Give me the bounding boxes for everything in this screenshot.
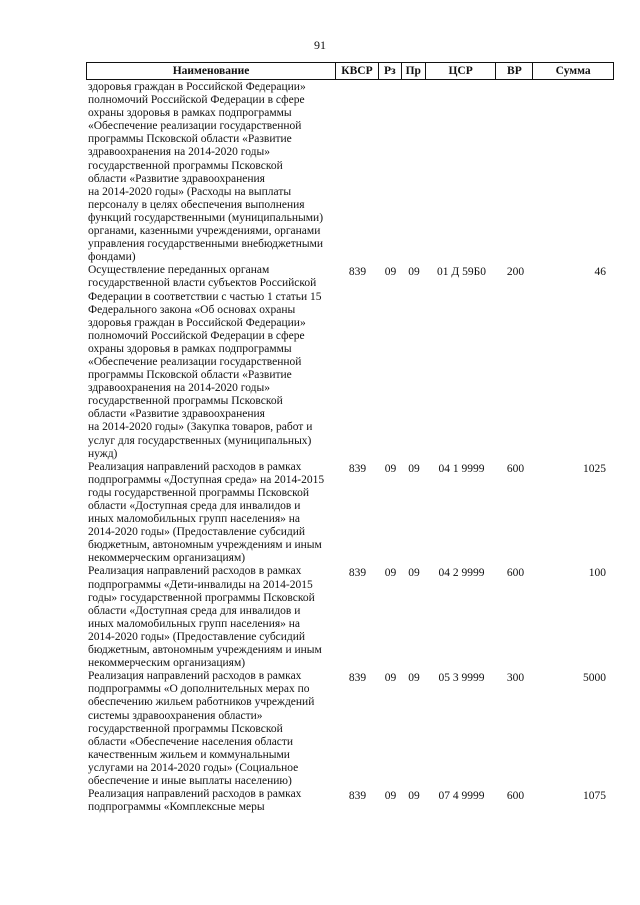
row-pr: 09 bbox=[408, 266, 420, 279]
header-vr: ВР bbox=[496, 63, 533, 79]
row-csr: 01 Д 59Б0 bbox=[437, 266, 486, 279]
row-pr: 09 bbox=[408, 462, 420, 475]
row-name: Реализация направлений расходов в рамках подпрограммы «Дети-инвалиды на 2014-2015 годы» государственной программы Псковской области «Доступная среда для инвалидов и иных маломобильных групп населения» на 2014-2020 годы» (Предоставление субсидий бюджетным, автономным учреждениям и иным некоммерческим организациям) bbox=[88, 565, 322, 670]
page-number: 91 bbox=[314, 38, 326, 52]
table-header bbox=[86, 62, 614, 80]
row-vr: 600 bbox=[506, 790, 525, 803]
header-pr: Пр bbox=[402, 63, 426, 79]
header-kvsr: КВСР bbox=[336, 63, 379, 79]
row-rz: 09 bbox=[384, 672, 397, 685]
row-pr: 09 bbox=[408, 672, 420, 685]
header-csr: ЦСР bbox=[426, 63, 497, 79]
row-name: Реализация направлений расходов в рамках подпрограммы «О дополнительных мерах по обеспечению жильем работников учреждений системы здравоохранения области» государственной программы Псковской области «Обеспечение населения области качественным жильем и коммунальными услугами на 2014-2020 годы» (Социальное обеспечение и иные выплаты населению) bbox=[88, 670, 315, 787]
row-vr bbox=[497, 80, 534, 264]
header-sum: Сумма bbox=[555, 65, 591, 77]
row-kvsr: 839 bbox=[348, 266, 367, 279]
row-csr: 05 3 9999 bbox=[438, 672, 485, 685]
row-name: Реализация направлений расходов в рамках подпрограммы «Комплексные меры bbox=[88, 788, 302, 814]
row-pr: 09 bbox=[408, 567, 420, 580]
row-sum bbox=[534, 80, 614, 264]
row-rz: 09 bbox=[384, 462, 397, 475]
row-csr bbox=[426, 80, 497, 264]
table-row bbox=[86, 670, 614, 788]
row-name: Осуществление переданных органам государственной власти субъектов Российской Федерации в соответствии с частью 1 статьи 15 Федерального закона «Об основах охраны здоровья граждан в Российской Федерации» полномочий Российской Федерации в сфере охраны здоровья в рамках подпрограммы «Обеспечение реализации государственной программы Псковской области «Развитие здравоохранения на 2014-2020 годы» государственной программы Псковской области «Развитие здравоохранения на 2014-2020 годы» (Закупка товаров, работ и услуг для государственных (муниципальных) нужд) bbox=[88, 264, 322, 460]
table-row bbox=[86, 80, 614, 264]
row-vr: 600 bbox=[506, 567, 525, 580]
row-sum: 100 bbox=[588, 567, 606, 580]
row-csr: 04 2 9999 bbox=[438, 567, 485, 580]
row-kvsr: 839 bbox=[348, 462, 367, 475]
row-rz bbox=[379, 80, 402, 264]
row-name: Реализация направлений расходов в рамках подпрограммы «Доступная среда» на 2014-2015 годы государственной программы Псковской области «Доступная среда для инвалидов и иных маломобильных групп населения» на 2014-2020 годы» (Предоставление субсидий бюджетным, автономным учреждениям и иным некоммерческим организациям) bbox=[88, 460, 325, 565]
row-vr: 600 bbox=[506, 462, 525, 475]
table-row bbox=[86, 461, 614, 566]
row-pr bbox=[402, 80, 426, 264]
row-kvsr: 839 bbox=[348, 790, 367, 803]
row-sum: 46 bbox=[594, 266, 606, 279]
row-kvsr bbox=[336, 80, 379, 264]
row-rz: 09 bbox=[384, 266, 397, 279]
row-sum: 5000 bbox=[583, 672, 606, 685]
table-row bbox=[86, 788, 614, 814]
table-row bbox=[86, 264, 614, 460]
header-rz: Рз bbox=[379, 63, 402, 79]
budget-table bbox=[86, 62, 614, 814]
row-sum: 1025 bbox=[583, 462, 606, 475]
row-rz: 09 bbox=[384, 790, 397, 803]
row-pr: 09 bbox=[408, 790, 420, 803]
row-csr: 04 1 9999 bbox=[438, 462, 485, 475]
table-row bbox=[86, 565, 614, 670]
row-vr: 300 bbox=[506, 672, 525, 685]
row-csr: 07 4 9999 bbox=[438, 790, 485, 803]
row-kvsr: 839 bbox=[348, 567, 367, 580]
row-kvsr: 839 bbox=[348, 672, 367, 685]
row-name: здоровья граждан в Российской Федерации» полномочий Российской Федерации в сфере охраны здоровья в рамках подпрограммы «Обеспечение реализации государственной программы Псковской области «Развитие здравоохранения на 2014-2020 годы» государственной программы Псковской области «Развитие здравоохранения на 2014-2020 годы» (Расходы на выплаты персоналу в целях обеспечения выполнения функций государственными (муниципальными) органами, казенными учреждениями, органами управления государственными внебюджетными фондами) bbox=[88, 81, 324, 264]
row-rz: 09 bbox=[384, 567, 397, 580]
header-name: Наименование bbox=[87, 63, 336, 79]
row-sum: 1075 bbox=[583, 790, 606, 803]
row-vr: 200 bbox=[506, 266, 525, 279]
